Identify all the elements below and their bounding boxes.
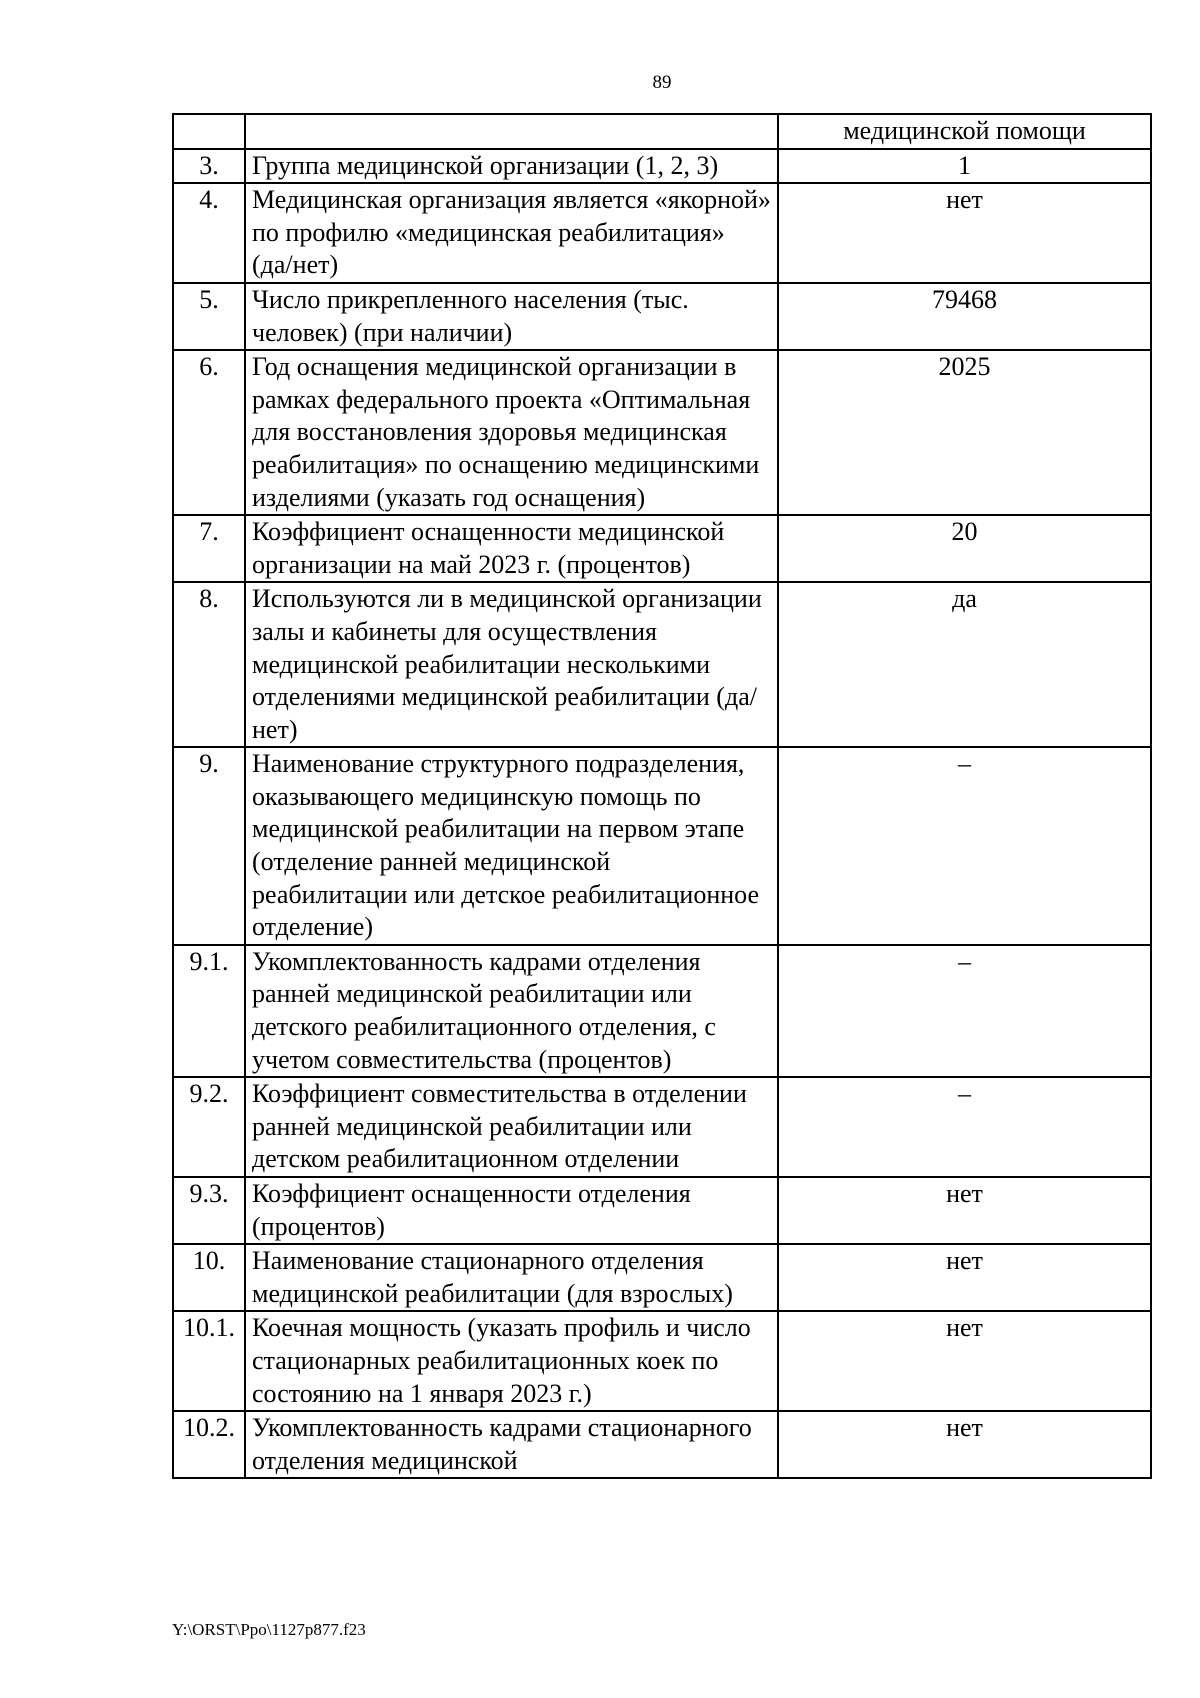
row-value: 1 — [778, 149, 1151, 184]
row-value: 20 — [778, 515, 1151, 582]
row-description: Группа медицинской организации (1, 2, 3) — [245, 149, 778, 184]
row-description: Наименование стационарного отделения медицинской реабилитации (для взрослых) — [245, 1244, 778, 1311]
row-number: 8. — [173, 582, 245, 747]
table-row — [173, 283, 1151, 350]
row-number — [173, 114, 245, 149]
row-value: нет — [778, 1244, 1151, 1311]
row-description: Укомплектованность кадрами отделения ранней медицинской реабилитации или детского реабилитационного отделения, с учетом совместительства (процентов) — [245, 945, 778, 1077]
row-value: нет — [778, 1411, 1151, 1478]
row-value: да — [778, 582, 1151, 747]
row-value: 2025 — [778, 350, 1151, 515]
row-value: – — [778, 747, 1151, 945]
row-description: Коэффициент оснащенности отделения (процентов) — [245, 1177, 778, 1244]
table-row — [173, 1411, 1151, 1478]
row-number: 9.2. — [173, 1077, 245, 1177]
row-description: Медицинская организация является «якорной» по профилю «медицинская реабилитация» (да/нет) — [245, 183, 778, 283]
row-description: Коечная мощность (указать профиль и число стационарных реабилитационных коек по состоянию на 1 января 2023 г.) — [245, 1311, 778, 1411]
row-number: 6. — [173, 350, 245, 515]
row-number: 10.2. — [173, 1411, 245, 1478]
row-description: Коэффициент оснащенности медицинской организации на май 2023 г. (процентов) — [245, 515, 778, 582]
row-number: 9. — [173, 747, 245, 945]
table-row — [173, 1244, 1151, 1311]
table-row — [173, 747, 1151, 945]
row-value: 79468 — [778, 283, 1151, 350]
data-table — [172, 113, 1152, 1479]
table-row-header — [173, 114, 1151, 149]
row-description: Наименование структурного подразделения, оказывающего медицинскую помощь по медицинской реабилитации на первом этапе (отделение ранней медицинской реабилитации или детское реабилитационное отделение) — [245, 747, 778, 945]
row-value: нет — [778, 1177, 1151, 1244]
row-number: 9.3. — [173, 1177, 245, 1244]
table-row — [173, 183, 1151, 283]
table-row — [173, 1311, 1151, 1411]
table-row — [173, 149, 1151, 184]
page-number: 89 — [652, 72, 672, 93]
table-row — [173, 945, 1151, 1077]
row-number: 10. — [173, 1244, 245, 1311]
row-description: Число прикрепленного населения (тыс. человек) (при наличии) — [245, 283, 778, 350]
row-value: нет — [778, 183, 1151, 283]
row-value: – — [778, 1077, 1151, 1177]
row-value: медицинской помощи — [778, 114, 1151, 149]
row-description: Используются ли в медицинской организации залы и кабинеты для осуществления медицинской реабилитации несколькими отделениями медицинской реабилитации (да/нет) — [245, 582, 778, 747]
row-number: 3. — [173, 149, 245, 184]
table-row — [173, 1077, 1151, 1177]
table-row — [173, 350, 1151, 515]
row-value: нет — [778, 1311, 1151, 1411]
row-description: Год оснащения медицинской организации в рамках федерального проекта «Оптимальная для восстановления здоровья медицинская реабилитация» по оснащению медицинскими изделиями (указать год оснащения) — [245, 350, 778, 515]
table-row — [173, 1177, 1151, 1244]
row-description — [245, 114, 778, 149]
table-row — [173, 515, 1151, 582]
row-value: – — [778, 945, 1151, 1077]
row-number: 5. — [173, 283, 245, 350]
file-path-footer: Y:\ORST\Ppo\1127p877.f23 — [172, 1620, 366, 1639]
row-number: 9.1. — [173, 945, 245, 1077]
row-description: Укомплектованность кадрами стационарного отделения медицинской — [245, 1411, 778, 1478]
row-number: 10.1. — [173, 1311, 245, 1411]
row-number: 4. — [173, 183, 245, 283]
table-row — [173, 582, 1151, 747]
row-number: 7. — [173, 515, 245, 582]
row-description: Коэффициент совместительства в отделении ранней медицинской реабилитации или детском реабилитационном отделении — [245, 1077, 778, 1177]
